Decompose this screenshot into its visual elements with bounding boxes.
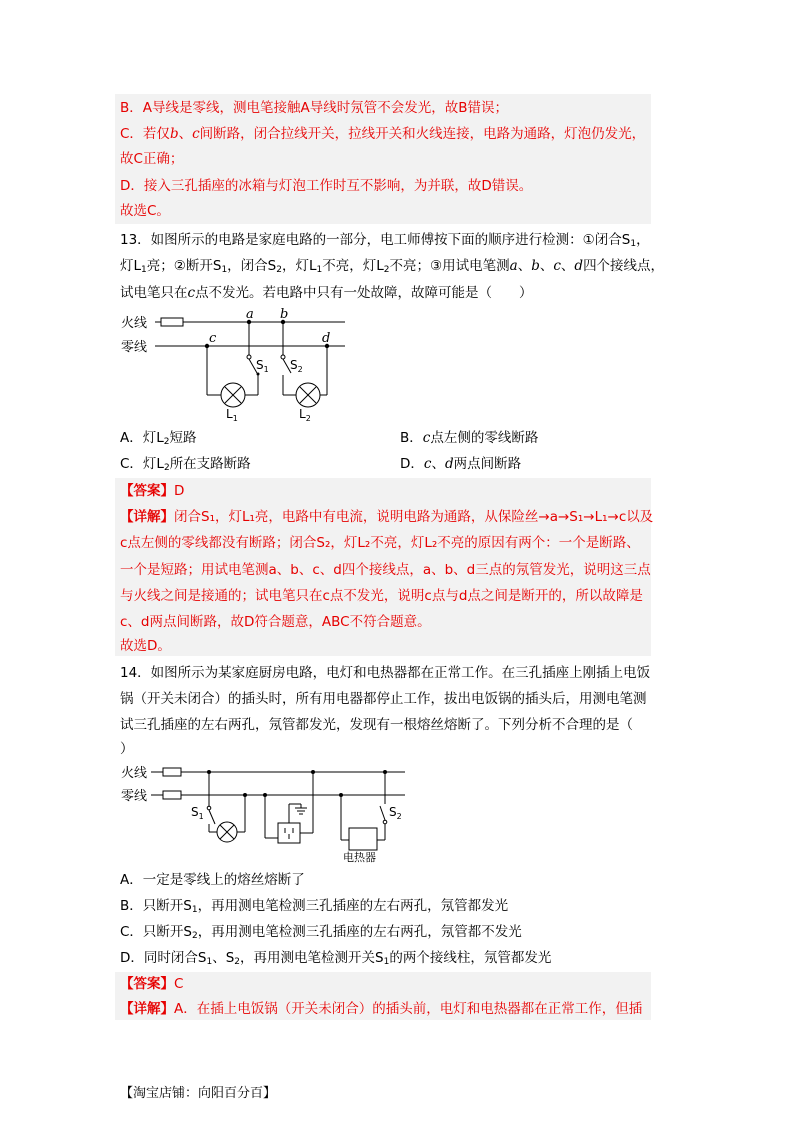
- option-c-explanation-line1: C．若仅b、c间断路，闭合拉线开关，拉线开关和火线连接，电路为通路，灯泡仍发光，: [120, 126, 646, 142]
- q14-option-a[interactable]: A．一定是零线上的熔丝熔断了: [120, 872, 305, 888]
- live-wire-label-14: 火线: [121, 766, 148, 781]
- neutral-wire-label: 零线: [121, 340, 148, 355]
- lamp-l1-label: $L_1$: [226, 407, 238, 423]
- q14-option-c[interactable]: C．只断开$S_2$，再用测电笔检测三孔插座的左右两孔，氖管都不发光: [120, 924, 522, 941]
- neutral-fuse-icon: [163, 791, 181, 799]
- q13-stem-line1: 13．如图所示的电路是家庭电路的一部分，电工师傅按下面的顺序进行检测：①闭合$S_1$，: [120, 232, 650, 249]
- q13-detail-line3: 一个是短路；用试电笔测a、b、c、d四个接线点，a、b、d三点的氖管发光，说明这三点: [120, 562, 651, 578]
- footer-shop-label: 【淘宝店铺：向阳百分百】: [120, 1086, 277, 1101]
- q13-circuit-diagram: [115, 305, 355, 425]
- point-b-label: b: [280, 307, 289, 322]
- live-fuse-icon: [163, 768, 181, 776]
- q13-answer: 【答案】D: [120, 483, 185, 499]
- q13-conclusion: 故选D。: [120, 638, 171, 654]
- q13-detail-line2: c点左侧的零线都没有断路；闭合S₂，灯L₂不亮，灯L₂不亮的原因有两个：一个是断路、: [120, 535, 640, 551]
- heater-icon: [349, 828, 377, 850]
- q13-option-d[interactable]: D．c、d两点间断路: [400, 456, 522, 472]
- switch-s2-label: $S_2$: [290, 358, 303, 374]
- three-pin-socket-icon: [278, 823, 300, 843]
- switch-s1-label: $S_1$: [256, 358, 269, 374]
- point-c-label: c: [209, 331, 217, 346]
- switch-s1-label-14: $S_1$: [191, 805, 204, 821]
- option-c-explanation-line2: 故C正确；: [120, 151, 184, 167]
- q14-detail-line1: 【详解】A．在插上电饭锅（开关未闭合）的插头前，电灯和电热器都在正常工作，但插: [120, 1001, 643, 1017]
- q13-detail-line5: c、d两点间断路，故D符合题意，ABC不符合题意。: [120, 614, 431, 630]
- q14-stem-line2: 锅（开关未闭合）的插头时，所有用电器都停止工作，拔出电饭锅的插头后，用测电笔测: [120, 691, 647, 707]
- conclusion: 故选C。: [120, 203, 170, 219]
- q13-option-c[interactable]: C．灯$L_2$所在支路断路: [120, 456, 251, 473]
- q14-stem-line3: 试三孔插座的左右两孔，氖管都发光，发现有一根熔丝熔断了。下列分析不合理的是（: [120, 717, 633, 733]
- point-a-label: a: [246, 307, 254, 322]
- heater-label: 电热器: [343, 851, 376, 864]
- q14-stem-line4: ）: [120, 741, 134, 757]
- q13-option-b[interactable]: B．c点左侧的零线断路: [400, 430, 539, 446]
- q14-option-d[interactable]: D．同时闭合$S_1$、$S_2$，再用测电笔检测开关$S_1$的两个接线柱，氖管都发光: [120, 950, 552, 967]
- option-d-explanation: D．接入三孔插座的冰箱与灯泡工作时互不影响，为并联，故D错误。: [120, 178, 533, 194]
- switch-s2-label-14: $S_2$: [389, 805, 402, 821]
- live-wire-label: 火线: [121, 316, 148, 331]
- q13-detail-line4: 与火线之间是接通的；试电笔只在c点不发光，说明c点与d点之间是断开的，所以故障是: [120, 588, 643, 604]
- lamp-l2-label: $L_2$: [299, 407, 311, 423]
- q13-detail-line1: 【详解】闭合S₁，灯L₁亮，电路中有电流，说明电路为通路，从保险丝→a→S₁→L₁→c以及: [120, 509, 654, 525]
- q14-circuit-diagram: [115, 760, 415, 865]
- q14-stem-line1: 14．如图所示为某家庭厨房电路，电灯和电热器都在正常工作。在三孔插座上刚插上电饭: [120, 665, 651, 681]
- neutral-wire-label-14: 零线: [121, 789, 148, 804]
- option-b-explanation: B．A导线是零线，测电笔接触A导线时氖管不会发光，故B错误；: [120, 100, 508, 116]
- q14-answer: 【答案】C: [120, 976, 184, 992]
- fuse-icon: [161, 318, 183, 326]
- q13-stem-line3: 试电笔只在c点不发光。若电路中只有一处故障，故障可能是（ ）: [120, 285, 533, 301]
- q13-option-a[interactable]: A．灯$L_2$短路: [120, 430, 197, 447]
- q13-stem-line2: 灯$L_1$亮；②断开$S_1$，闭合$S_2$，灯$L_1$不亮，灯$L_2$不亮；③用试电笔测a、b、c、d四个接线点，: [120, 258, 665, 275]
- point-d-label: d: [322, 331, 331, 346]
- q14-option-b[interactable]: B．只断开$S_1$，再用测电笔检测三孔插座的左右两孔，氖管都发光: [120, 898, 509, 915]
